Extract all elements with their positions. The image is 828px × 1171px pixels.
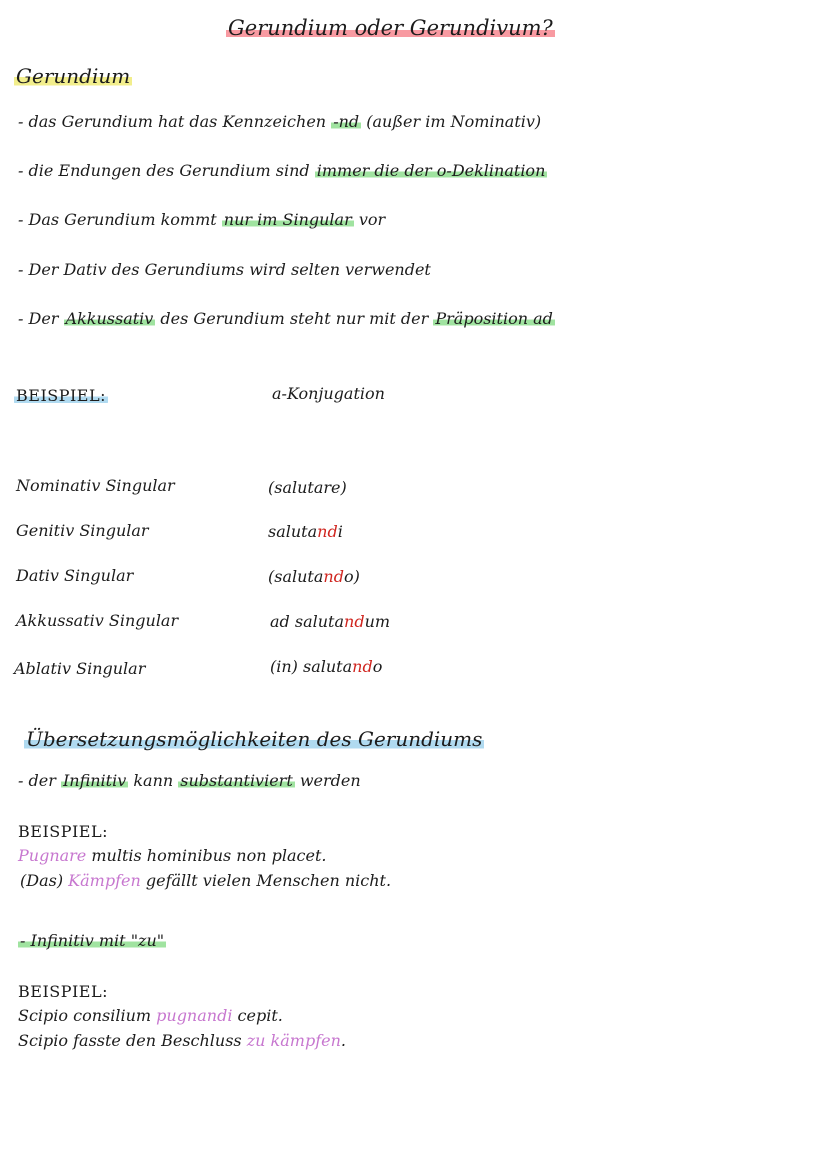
case-form-text: (saluta bbox=[268, 567, 324, 586]
rule-text: des Gerundium steht nur mit der bbox=[155, 309, 434, 328]
rule-line bbox=[18, 931, 166, 950]
case-ending-marker: nd bbox=[323, 567, 344, 586]
rule-line bbox=[18, 210, 385, 229]
section-heading-text: Übersetzungsmöglichkeiten des Gerundiums bbox=[26, 727, 483, 751]
rule-text: kann bbox=[128, 771, 179, 790]
example-highlight: zu kämpfen bbox=[246, 1031, 341, 1050]
case-form bbox=[268, 567, 360, 586]
example-highlight: Pugnare bbox=[18, 846, 87, 865]
rule-highlight: Infinitiv bbox=[62, 771, 127, 790]
rule-line bbox=[18, 112, 541, 131]
rule-text: - Das Gerundium kommt bbox=[18, 210, 222, 229]
rule-text: - der bbox=[18, 771, 61, 790]
example-highlight: pugnandi bbox=[156, 1006, 233, 1025]
beispiel-label: BEISPIEL: bbox=[18, 822, 108, 841]
case-name: Akkussativ Singular bbox=[16, 611, 179, 630]
beispiel-label bbox=[14, 386, 108, 405]
rule-text: werden bbox=[294, 771, 361, 790]
page-title bbox=[226, 16, 555, 40]
example-text: Scipio fasste den Beschluss bbox=[18, 1031, 247, 1050]
rule-line bbox=[18, 309, 555, 328]
example-text: Scipio consilium bbox=[18, 1006, 157, 1025]
rule-text: (außer im Nominativ) bbox=[361, 112, 542, 131]
rule-highlight: immer die der o-Deklination bbox=[316, 161, 546, 180]
case-ending-marker: nd bbox=[344, 612, 365, 631]
example-highlight: Kämpfen bbox=[68, 871, 141, 890]
case-form-text: saluta bbox=[268, 522, 318, 541]
case-form bbox=[268, 478, 347, 497]
section-heading-text: Gerundium bbox=[16, 64, 131, 88]
case-form-text: o) bbox=[343, 567, 360, 586]
title-text: Gerundium oder Gerundivum? bbox=[228, 16, 553, 40]
rule-text: - die Endungen des Gerundium sind bbox=[18, 161, 315, 180]
case-form bbox=[270, 612, 390, 631]
case-ending-marker: nd bbox=[317, 522, 338, 541]
rule-highlight: nur im Singular bbox=[223, 210, 352, 229]
konjugation-label: a-Konjugation bbox=[272, 384, 385, 403]
beispiel-label-text: BEISPIEL: bbox=[16, 386, 106, 405]
section-heading-uebersetzung bbox=[24, 727, 484, 751]
case-name: Ablativ Singular bbox=[14, 659, 146, 678]
rule-line bbox=[18, 771, 361, 790]
example-text: gefällt vielen Menschen nicht. bbox=[140, 871, 392, 890]
beispiel-label: BEISPIEL: bbox=[18, 982, 108, 1001]
example-german bbox=[18, 1031, 346, 1050]
example-latin bbox=[18, 1006, 283, 1025]
rule-text: - Der Dativ des Gerundiums wird selten verwendet bbox=[18, 260, 431, 279]
rule-highlight: - Infinitiv mit "zu" bbox=[20, 931, 165, 950]
section-heading-gerundium bbox=[14, 64, 132, 88]
rule-highlight: -nd bbox=[333, 112, 360, 131]
case-form-text: (in) saluta bbox=[270, 657, 353, 676]
rule-text: - das Gerundium hat das Kennzeichen bbox=[18, 112, 332, 131]
case-form bbox=[270, 657, 382, 676]
rule-text: vor bbox=[353, 210, 386, 229]
rule-line bbox=[18, 260, 431, 279]
example-latin bbox=[18, 846, 326, 865]
example-text: (Das) bbox=[20, 871, 69, 890]
case-form-text: ad saluta bbox=[270, 612, 345, 631]
example-text: . bbox=[340, 1031, 346, 1050]
rule-line bbox=[18, 161, 547, 180]
rule-highlight: Akkussativ bbox=[65, 309, 154, 328]
case-form-text: (salutare) bbox=[268, 478, 347, 497]
example-text: cepit. bbox=[232, 1006, 283, 1025]
rule-highlight: Präposition ad bbox=[435, 309, 553, 328]
example-text: multis hominibus non placet. bbox=[86, 846, 327, 865]
case-form-text: o bbox=[372, 657, 383, 676]
rule-text: - Der bbox=[18, 309, 64, 328]
case-name: Genitiv Singular bbox=[16, 521, 149, 540]
case-form-text: i bbox=[337, 522, 343, 541]
rule-highlight: substantiviert bbox=[180, 771, 293, 790]
case-ending-marker: nd bbox=[352, 657, 373, 676]
case-name: Nominativ Singular bbox=[16, 476, 175, 495]
case-name: Dativ Singular bbox=[16, 566, 134, 585]
case-form-text: um bbox=[364, 612, 391, 631]
example-german bbox=[20, 871, 391, 890]
case-form bbox=[268, 522, 343, 541]
